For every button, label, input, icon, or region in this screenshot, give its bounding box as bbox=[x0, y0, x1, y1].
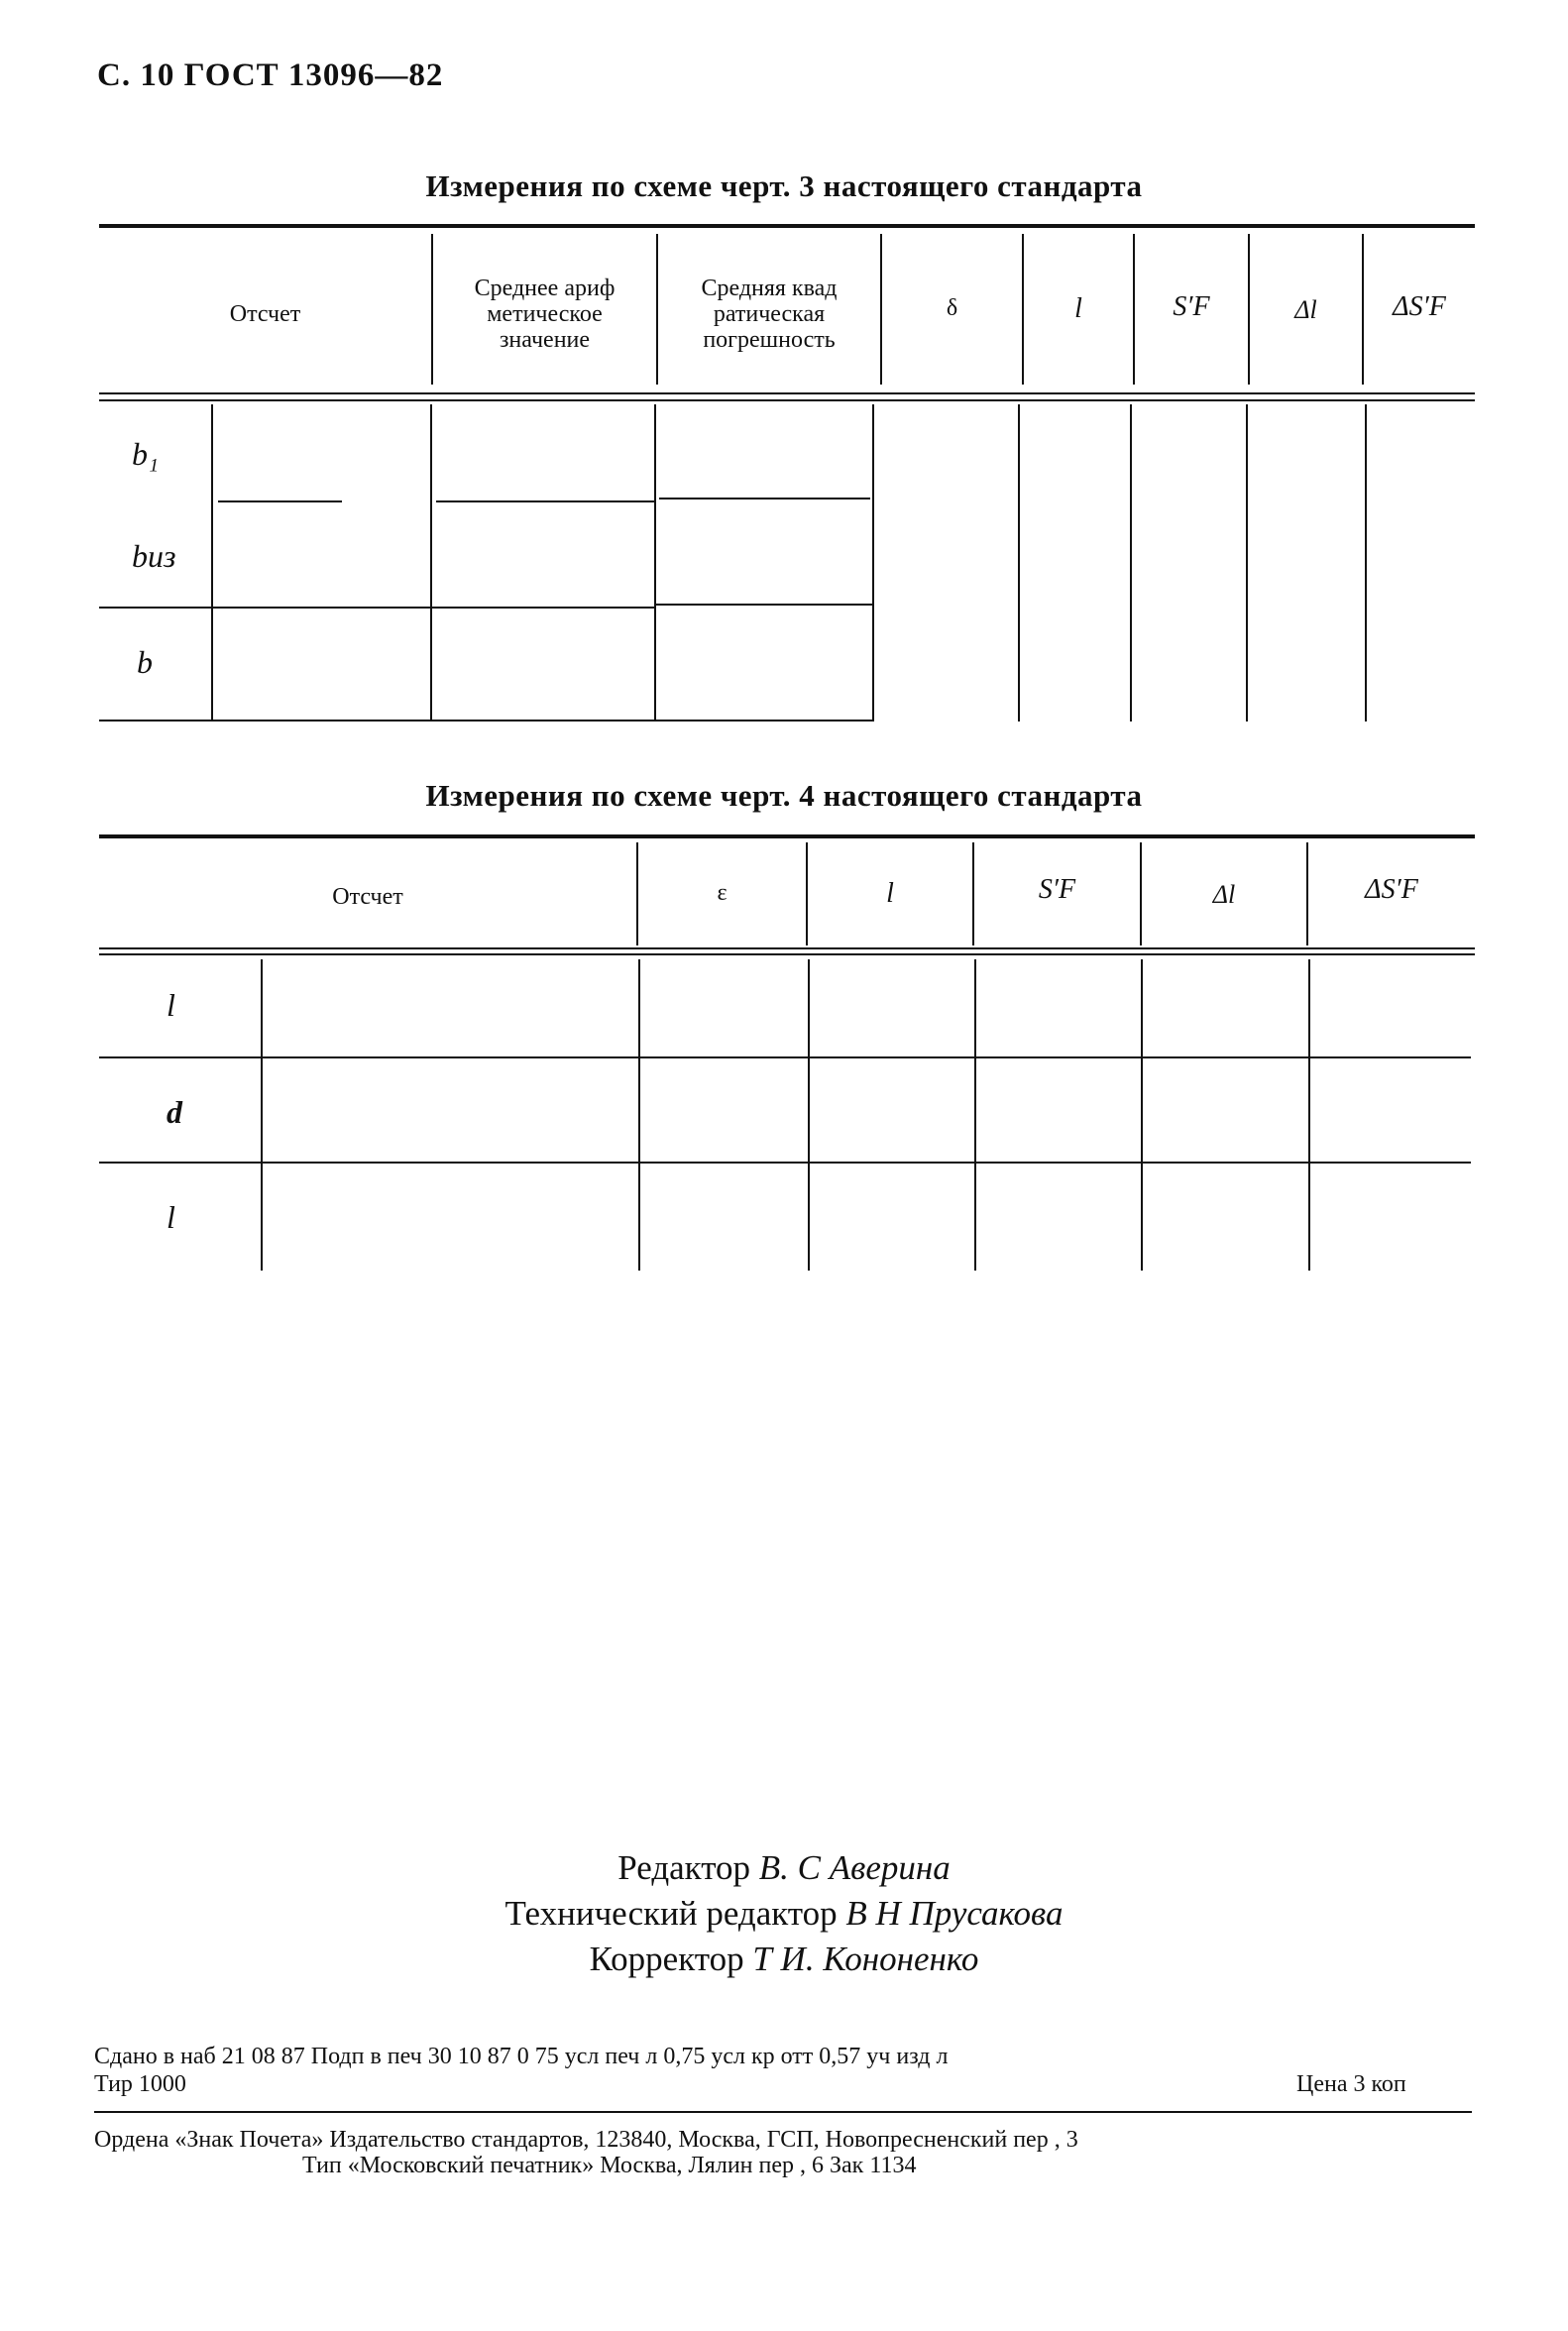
table1-header-l: l bbox=[1074, 293, 1082, 324]
header-line: значение bbox=[499, 327, 591, 353]
imprint-line-2-right: Цена 3 коп bbox=[1296, 2071, 1406, 2097]
table1-row-rule bbox=[436, 500, 654, 502]
table2-header-rule-1 bbox=[99, 947, 1475, 949]
table1-header-rule-2 bbox=[99, 399, 1475, 401]
imprint-line-4: Тип «Московский печатник» Москва, Лялин пер , 6 Зак 1134 bbox=[302, 2153, 917, 2178]
table1-body-sep bbox=[430, 404, 432, 722]
imprint-rule bbox=[94, 2111, 1472, 2113]
table1-title: Измерения по схеме черт. 3 настоящего стандарта bbox=[425, 168, 1143, 203]
table1-row-rule bbox=[659, 498, 870, 500]
header-line: погрешность bbox=[703, 327, 836, 353]
table1-row-label: b₁ bbox=[132, 436, 160, 472]
header-line: Среднее ариф bbox=[474, 276, 616, 301]
table2-body-sep bbox=[1141, 959, 1143, 1271]
table1-row-label: bиз bbox=[132, 538, 176, 574]
table2-header-eps: ε bbox=[717, 880, 728, 906]
table1-bottom-rule bbox=[99, 720, 872, 722]
table1-body-sep bbox=[1246, 404, 1248, 722]
table2-header-rule-2 bbox=[99, 953, 1475, 955]
table1-row-rule bbox=[432, 607, 654, 609]
credit-name: В Н Прусакова bbox=[845, 1894, 1064, 1933]
table2-row-rule bbox=[99, 1056, 1471, 1058]
table1-body-sep bbox=[1130, 404, 1132, 722]
table1-header-reading: Отсчет bbox=[229, 301, 301, 327]
imprint-line-2-left: Тир 1000 bbox=[94, 2071, 186, 2097]
table1-header-rms bbox=[658, 276, 880, 353]
credits-block bbox=[0, 1845, 1568, 1982]
table2-body-sep bbox=[1308, 959, 1310, 1271]
table2-header-dl: Δl bbox=[1212, 880, 1236, 909]
credit-tech-editor bbox=[0, 1891, 1568, 1937]
table2-row-label: d bbox=[167, 1094, 182, 1130]
table2-top-rule bbox=[99, 834, 1475, 838]
table1-row-label: b bbox=[137, 644, 153, 680]
header-line: Средняя квад bbox=[701, 276, 838, 301]
running-head: С. 10 ГОСТ 13096—82 bbox=[97, 57, 444, 93]
table2-header-reading: Отсчет bbox=[332, 884, 403, 910]
table2-row-label: l bbox=[167, 1199, 175, 1235]
table1-header-mean bbox=[433, 276, 656, 353]
table2-body-sep bbox=[974, 959, 976, 1271]
table1-body-sep bbox=[654, 404, 656, 722]
table1-body-sep bbox=[872, 404, 874, 722]
table2-title: Измерения по схеме черт. 4 настоящего стандарта bbox=[425, 778, 1143, 813]
header-line: ратическая bbox=[713, 301, 826, 327]
table2-row-label: l bbox=[167, 987, 175, 1023]
imprint-line-3: Ордена «Знак Почета» Издательство стандартов, 123840, Москва, ГСП, Новопресненский пер , 3 bbox=[94, 2127, 1078, 2153]
credit-role: Редактор bbox=[617, 1848, 751, 1887]
credit-name: Т И. Кононенко bbox=[752, 1940, 979, 1978]
credit-name: В. С Аверина bbox=[758, 1848, 951, 1887]
imprint-line-1: Сдано в наб 21 08 87 Подп в печ 30 10 87 0 75 усл печ л 0,75 усл кр отт 0,57 уч изд л bbox=[94, 2044, 949, 2069]
table2-body-sep bbox=[261, 959, 263, 1271]
table2-body-sep bbox=[808, 959, 810, 1271]
table1-header-dl: Δl bbox=[1294, 295, 1317, 324]
header-line: метическое bbox=[487, 301, 603, 327]
table1-header-rule-1 bbox=[99, 392, 1475, 394]
table1-body-sep bbox=[1365, 404, 1367, 722]
table1-header-delta: δ bbox=[946, 295, 958, 321]
table1-row-rule bbox=[213, 607, 430, 609]
credit-corrector bbox=[0, 1937, 1568, 1982]
table1-row-rule bbox=[99, 607, 211, 609]
table1-row-rule bbox=[656, 604, 872, 606]
table2-header-dsf: ΔS′F bbox=[1365, 874, 1418, 905]
table1-body-sep bbox=[1018, 404, 1020, 722]
credit-role: Корректор bbox=[589, 1940, 744, 1978]
credit-role: Технический редактор bbox=[504, 1894, 838, 1933]
table1-header-sf: S′F bbox=[1173, 291, 1210, 322]
table2-row-rule bbox=[99, 1162, 1471, 1164]
table2-header-sf: S′F bbox=[1038, 874, 1076, 905]
table1-body-sep bbox=[211, 404, 213, 722]
credit-editor bbox=[0, 1845, 1568, 1891]
table1-row-rule bbox=[218, 500, 342, 502]
table2-header-l: l bbox=[886, 878, 894, 909]
table2-body-sep bbox=[638, 959, 640, 1271]
table1-top-rule bbox=[99, 224, 1475, 228]
table1-header-dsf: ΔS′F bbox=[1393, 291, 1446, 322]
